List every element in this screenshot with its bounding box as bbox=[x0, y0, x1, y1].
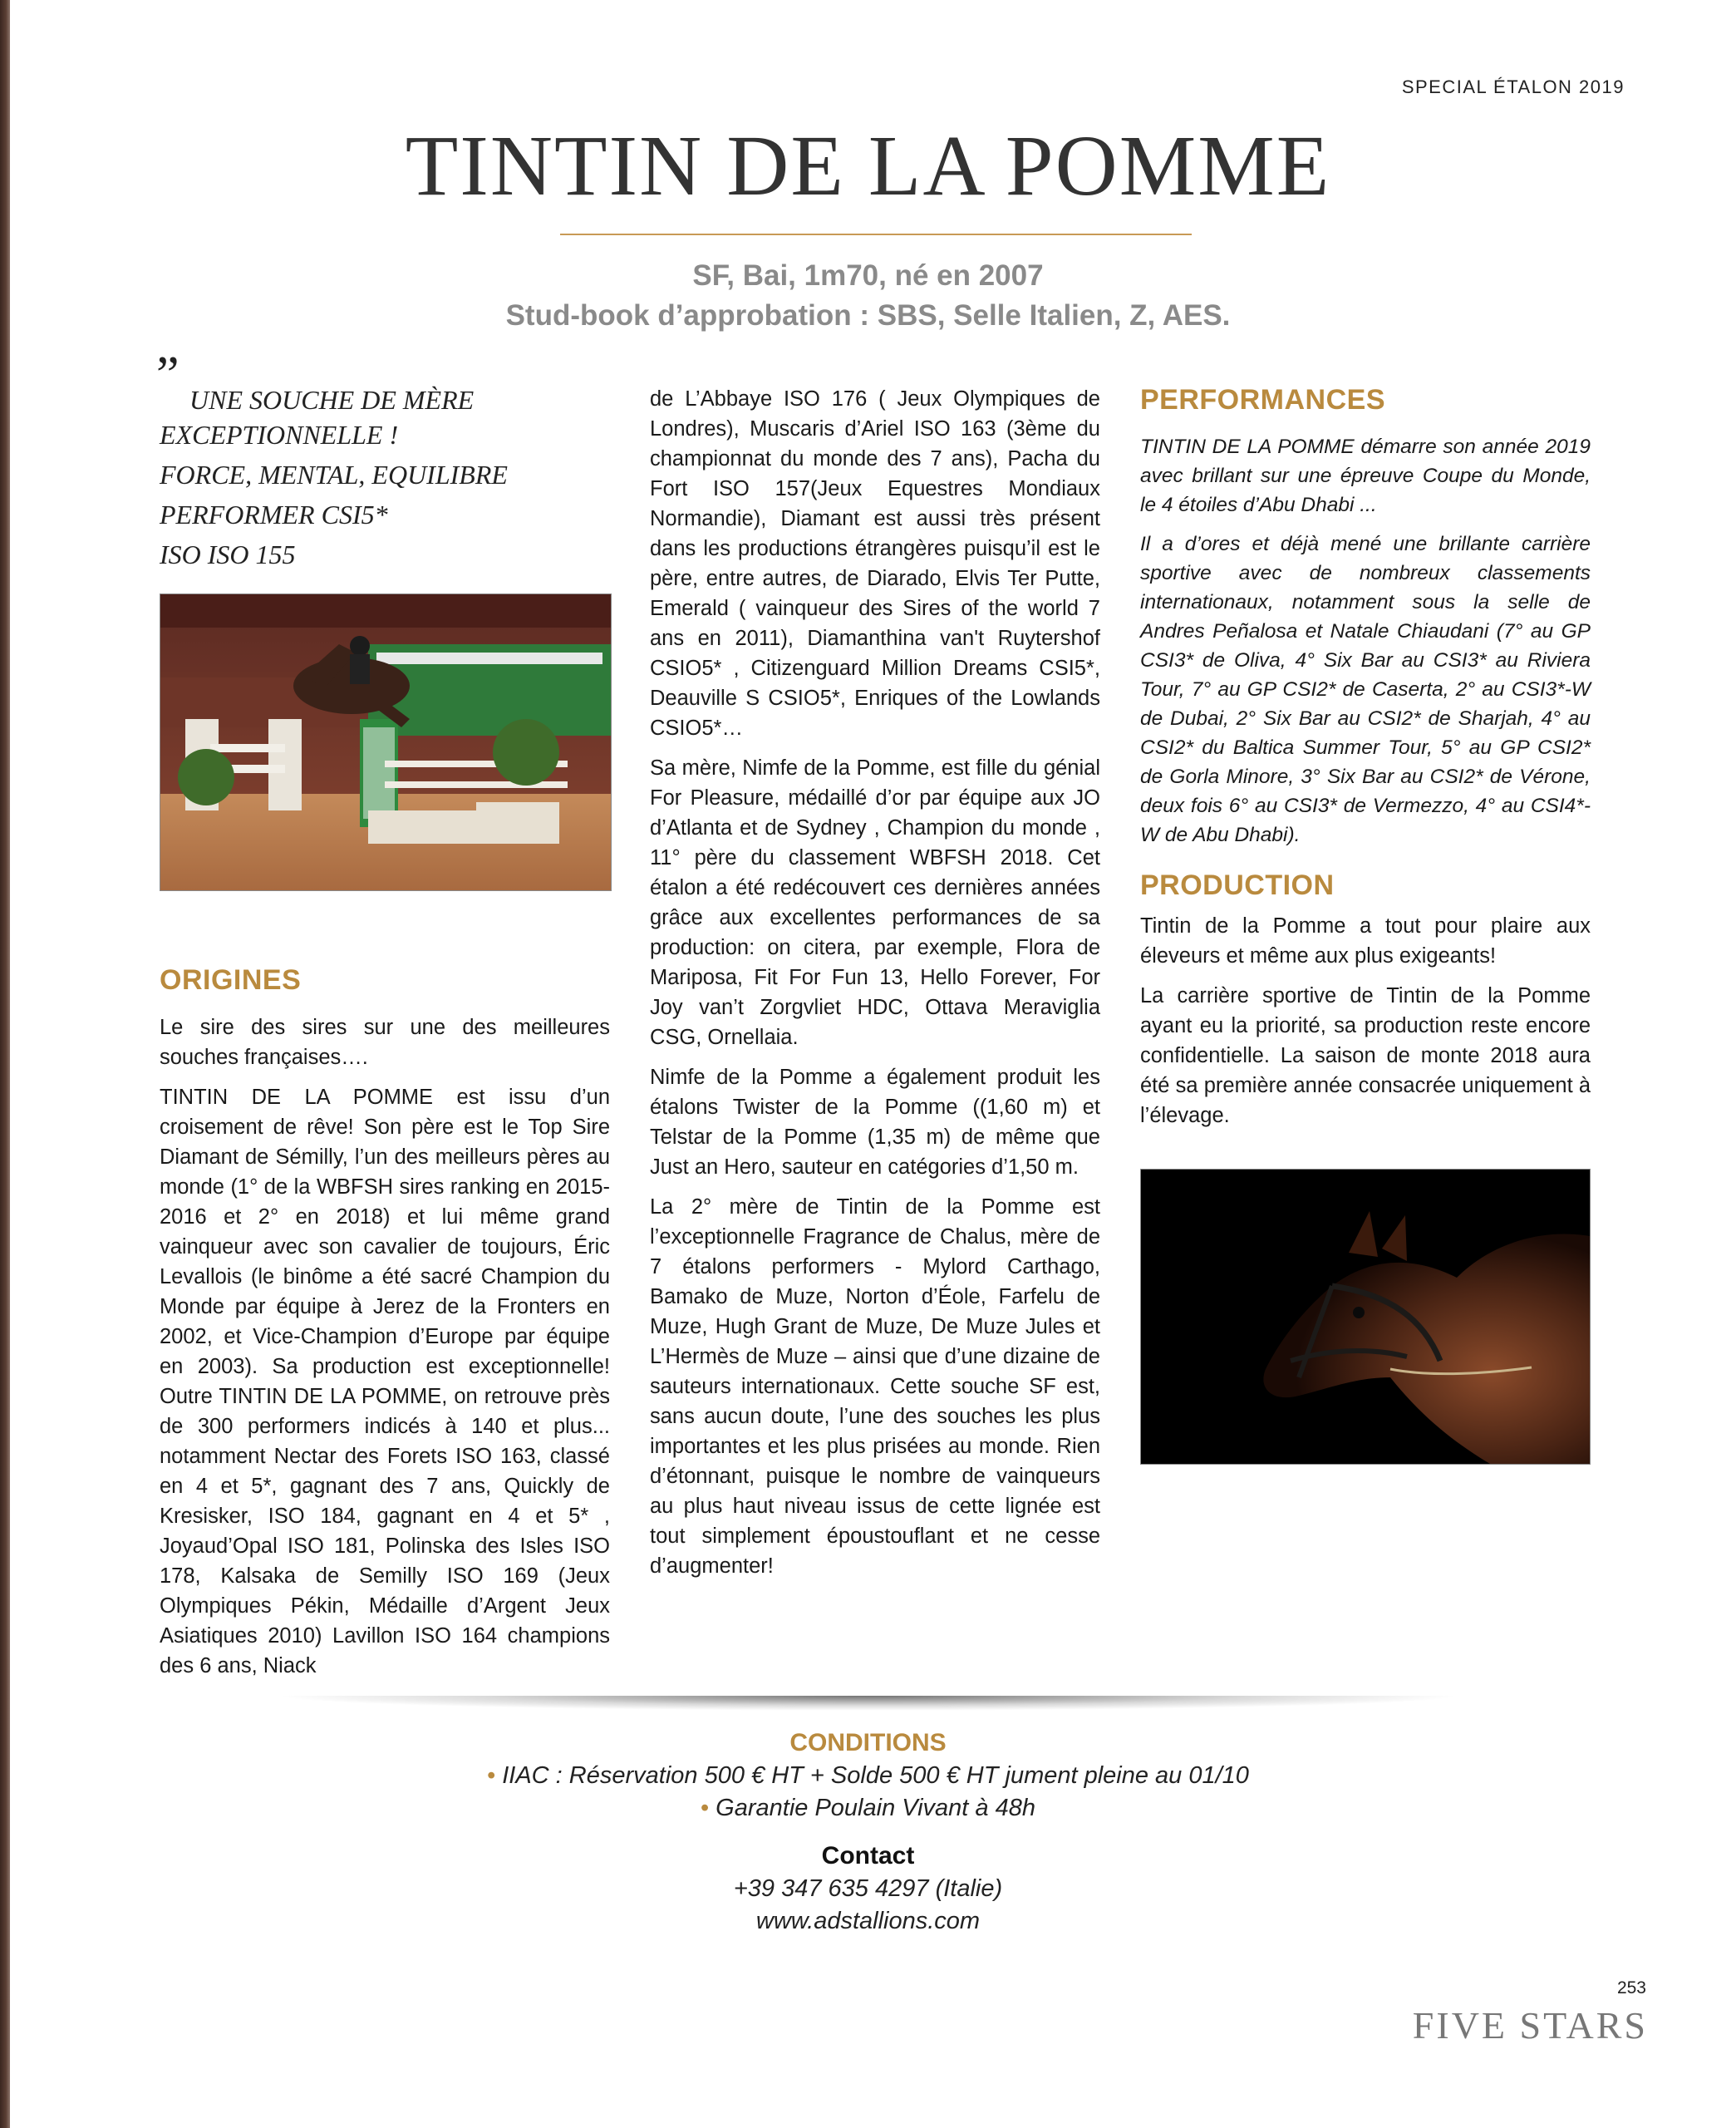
heading-conditions: CONDITIONS bbox=[789, 1729, 947, 1756]
quote-mark-icon: ” bbox=[156, 347, 180, 403]
title-divider bbox=[560, 234, 1192, 235]
contact-phone: +39 347 635 4297 (Italie) bbox=[733, 1875, 1003, 1902]
quote-line: FORCE, MENTAL, EQUILIBRE bbox=[160, 460, 508, 490]
show-jumping-photo bbox=[160, 594, 612, 891]
performances-paragraph: TINTIN DE LA POMME démarre son année 2019 avec brillant sur une épreuve Coupe du Monde, le 4 étoiles d’Abu Dhabi ... bbox=[1140, 436, 1591, 516]
origines-column bbox=[160, 1012, 610, 1691]
subtitle-line-2: Stud-book d’approbation : SBS, Selle Italien, Z, AES. bbox=[505, 299, 1231, 332]
heading-origines: ORIGINES bbox=[160, 964, 302, 996]
condition-line bbox=[0, 1795, 1736, 1822]
production-column bbox=[1140, 911, 1591, 1140]
contact-website: www.adstallions.com bbox=[755, 1908, 981, 1934]
performances-column bbox=[1140, 432, 1591, 860]
page-number: 253 bbox=[1616, 1978, 1646, 1997]
condition-line bbox=[0, 1762, 1736, 1790]
origines-paragraph: Le sire des sires sur une des meilleures souches françaises…. bbox=[160, 1016, 610, 1069]
middle-column bbox=[650, 384, 1100, 1591]
conditions-block bbox=[0, 1729, 1736, 1822]
bullet-icon: • bbox=[701, 1795, 710, 1821]
quote-line: ISO ISO 155 bbox=[160, 539, 296, 569]
condition-text: Garantie Poulain Vivant à 48h bbox=[716, 1795, 1035, 1821]
middle-paragraph: de L’Abbaye ISO 176 ( Jeux Olympiques de Londres), Muscaris d’Ariel ISO 163 (3ème du championnat du monde des 7 ans), Pacha du Fort ISO 157(Jeux Equestres Mondiaux Normandie), Diamant est aussi très présent dans les productions étrangères puisqu’il est le père, entre autres, de Diarado, Elvis Ter Putte, Emerald ( vainqueur des Sires of the world 7 ans en 2011), Diamanthina van't Ruytershof CSIO5* , Citizenguard Million Dreams CSI5*, Deauville S CSIO5*, Enriques of the Lowlands CSIO5*… bbox=[650, 387, 1100, 740]
contact-block bbox=[0, 1842, 1736, 1935]
quote-line: UNE SOUCHE DE MÈRE bbox=[189, 385, 475, 415]
quote-line: PERFORMER CSI5* bbox=[160, 500, 388, 530]
middle-paragraph: Sa mère, Nimfe de la Pomme, est fille du génial For Pleasure, médaillé d’or par équipe aux JO d’Atlanta et de Sydney , Champion du monde , 11° père du classement WBFSH 2018. Cet étalon a été redécouvert ces dernières années grâce aux excellentes performances de sa production: on citera, par exemple, Flora de Mariposa, Fit For Fun 13, Hello Forever, For Joy van’t Zorgvliet HDC, Ottava Meraviglia CSG, Ornellaia. bbox=[650, 756, 1100, 1049]
middle-paragraph: La 2° mère de Tintin de la Pomme est l’exceptionnelle Fragrance de Chalus, mère de 7 étalons performers - Mylord Carthago, Bamako de Muze, Norton d’Éole, Farfelu de Muze, Hugh Grant de Muze, De Muze Jules et L’Hermès de Muze – ainsi que d’une dizaine de sauteurs internationaux. Cette souche SF est, sans aucun doute, l’une des souches les plus importantes et les plus prisées au monde. Rien d’étonnant, puisque le nombre de vainqueurs au plus haut niveau issus de cette lignée est tout simplement époustouflant et ne cesse d’augmenter! bbox=[650, 1195, 1100, 1578]
pull-quote bbox=[160, 382, 625, 572]
condition-text: IIAC : Réservation 500 € HT + Solde 500 € HT jument pleine au 01/10 bbox=[502, 1762, 1249, 1789]
production-paragraph: Tintin de la Pomme a tout pour plaire aux éleveurs et même aux plus exigeants! bbox=[1140, 914, 1591, 968]
performances-paragraph: Il a d’ores et déjà mené une brillante carrière sportive avec de nombreux classements internationaux, notamment sous la selle de Andres Peñalosa et Natale Chiaudani (7° au GP CSI3* de Oliva, 4° Six Bar au CSI3* au Riviera Tour, 7° au GP CSI2* de Caserta, 2° au CSI3*-W de Dubai, 2° Six Bar au CSI2* de Sharjah, 4° au CSI2* du Baltica Summer Tour, 5° au GP CSI2* de Gorla Minore, 3° Six Bar au CSI2* de Vérone, deux fois 6° au CSI3* de Vermezzo, 4° au CSI4*-W de Abu Dhabi). bbox=[1140, 533, 1591, 846]
middle-paragraph: Nimfe de la Pomme a également produit les étalons Twister de la Pomme ((1,60 m) et Telstar de la Pomme (1,35 m) de même que Just an Hero, sauteur en catégories d’1,50 m. bbox=[650, 1066, 1100, 1179]
heading-contact: Contact bbox=[821, 1842, 915, 1869]
issue-tag: SPECIAL ÉTALON 2019 bbox=[1401, 76, 1625, 97]
magazine-logo: FIVE STARS bbox=[1412, 2004, 1648, 2047]
heading-production: PRODUCTION bbox=[1140, 869, 1335, 901]
bottom-divider-shadow bbox=[274, 1696, 1463, 1711]
bullet-icon: • bbox=[487, 1762, 496, 1789]
subtitle-line-1: SF, Bai, 1m70, né en 2007 bbox=[692, 259, 1044, 292]
page-title: TINTIN DE LA POMME bbox=[405, 118, 1331, 214]
production-paragraph: La carrière sportive de Tintin de la Pomme ayant eu la priorité, sa production reste encore confidentielle. La saison de monte 2018 aura été sa première année consacrée uniquement à l’élevage. bbox=[1140, 984, 1591, 1127]
origines-paragraph: TINTIN DE LA POMME est issu d’un croisement de rêve! Son père est le Top Sire Diamant de Sémilly, l’un des meilleurs pères au monde (1° de la WBFSH sires ranking en 2015-2016 et 2° en 2018) et lui même grand vainqueur avec son cavalier de toujours, Éric Levallois (le binôme a été sacré Champion du Monde par équipe à Jerez de la Fronters en 2002, et Vice-Champion d’Europe par équipe en 2003). Sa production est exceptionnelle! Outre TINTIN DE LA POMME, on retrouve près de 300 performers indicés à 140 et plus... notamment Nectar des Forets ISO 163, classé en 4 et 5*, gagnant des 7 ans, Quickly de Kresisker, ISO 184, gagnant en 4 et 5* , Joyaud’Opal ISO 181, Polinska des Isles ISO 178, Kalsaka de Semilly ISO 169 (Jeux Olympiques Pékin, Médaille d’Argent Jeux Asiatiques 2010) Lavillon ISO 164 champions des 6 ans, Niack bbox=[160, 1086, 610, 1677]
quote-line: EXCEPTIONNELLE ! bbox=[160, 420, 399, 450]
heading-performances: PERFORMANCES bbox=[1140, 384, 1386, 416]
horse-portrait-photo bbox=[1140, 1169, 1591, 1465]
